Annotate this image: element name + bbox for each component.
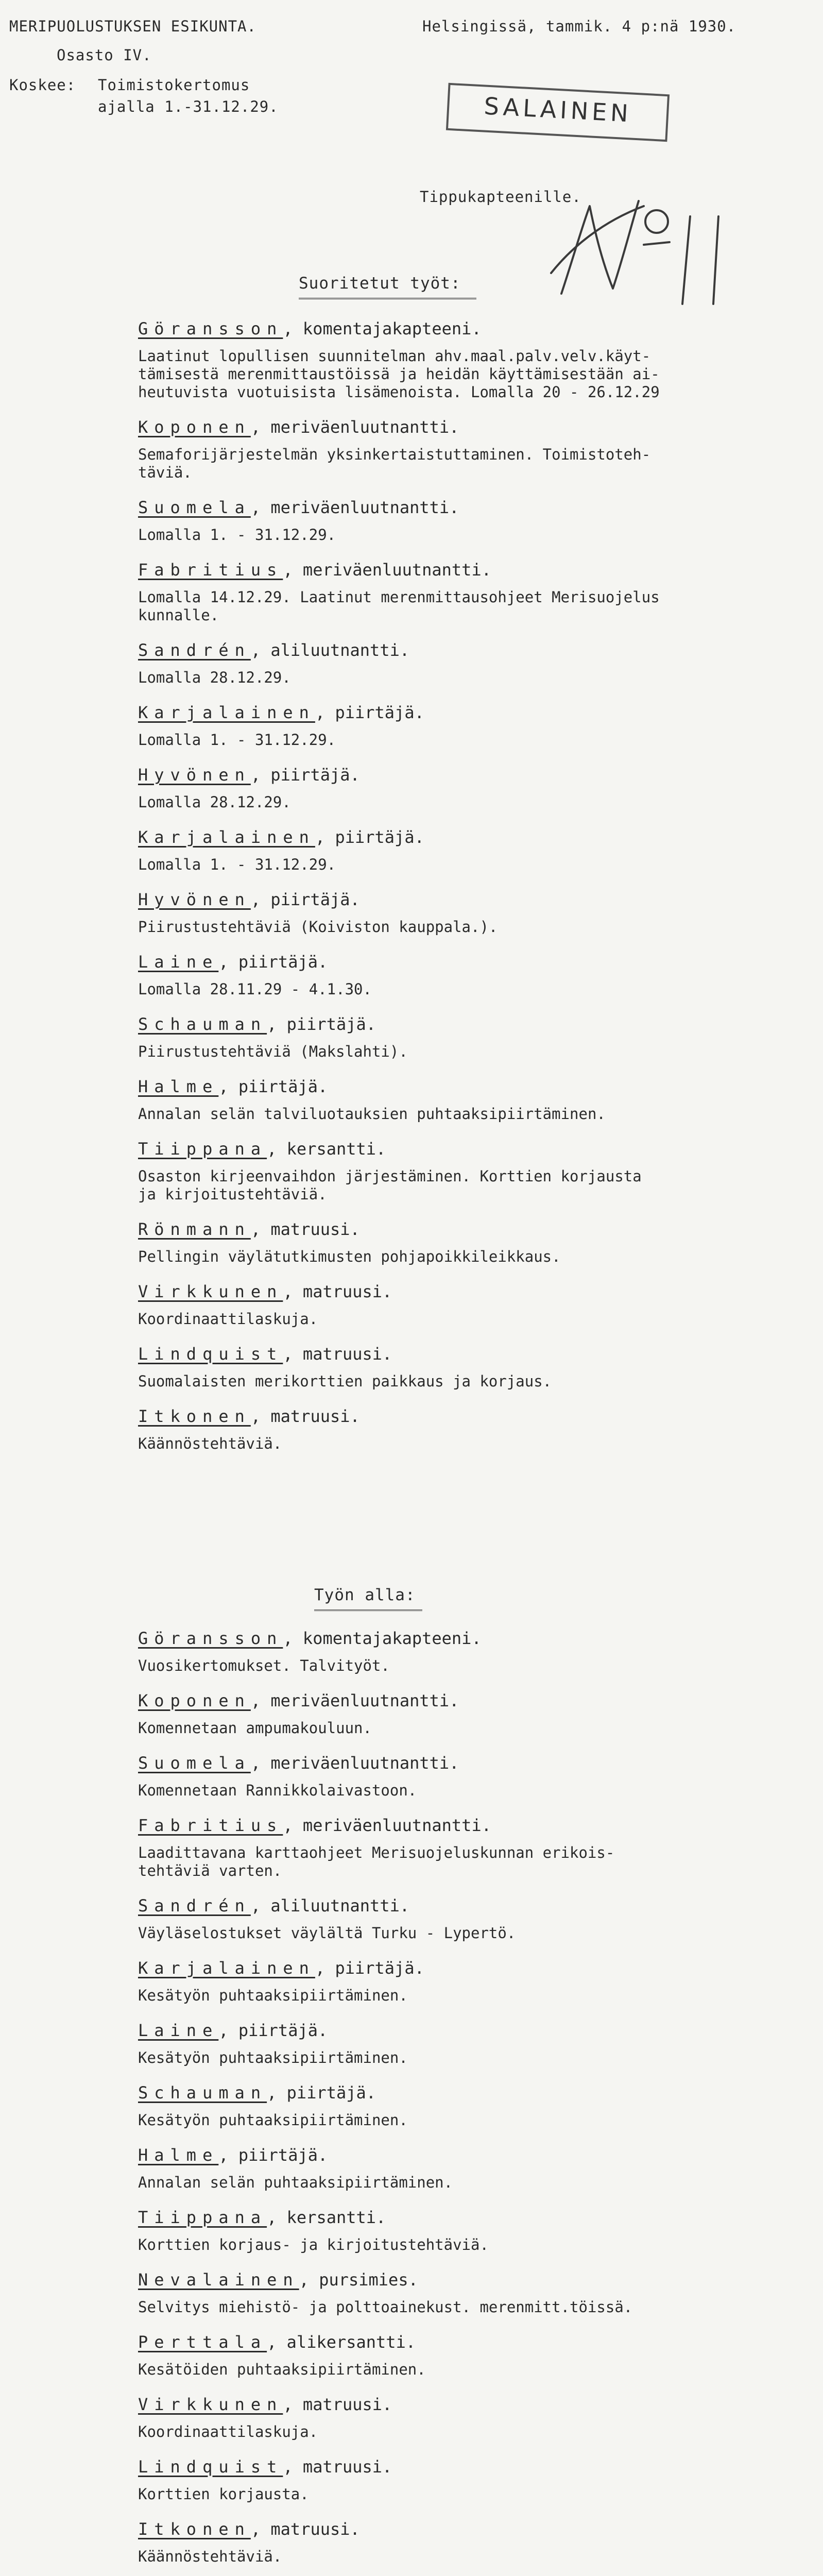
entry-heading [138,1622,813,1655]
person-rank: , pursimies. [299,2270,418,2290]
person-rank: , piirtäjä. [315,827,424,847]
entry-heading [138,696,813,729]
subject-line-1: Toimistokertomus [98,76,250,94]
entry-heading [138,1070,813,1103]
work-entry [138,1132,813,1213]
entry-description: Pellingin väylätutkimusten pohjapoikkileikkaus. [138,1248,561,1265]
person-name: Lindquist [138,1344,283,1364]
work-entry [138,1889,813,1952]
work-entry [138,312,813,411]
person-name: Sandrén [138,640,251,660]
person-name: Nevalainen [138,2270,299,2290]
entry-heading [138,2450,813,2483]
subject-line-2: ajalla 1.-31.12.29. [98,98,279,115]
recipient: Tippukapteenille. [420,188,581,206]
person-rank: , alikersantti. [267,2332,416,2352]
person-rank: , aliluutnantti. [250,640,410,660]
person-rank: , komentajakapteeni. [283,1629,482,1648]
entry-description: Lomalla 28.11.29 - 4.1.30. [138,980,372,998]
person-rank: , komentajakapteeni. [283,319,482,338]
entry-description: Lomalla 28.12.29. [138,793,291,811]
person-rank: , meriväenluutnantti. [283,1816,491,1835]
person-name: Rönmann [138,1219,251,1239]
entry-heading [138,1275,813,1308]
work-entry [138,2014,813,2076]
person-rank: , matruusi. [250,2519,360,2539]
entry-description: Osaston kirjeenvaihdon järjestäminen. Korttien korjausta ja kirjoitustehtäviä. [138,1167,642,1203]
entry-heading [138,1008,813,1041]
completed-list [138,312,813,1462]
work-entry [138,2201,813,2263]
person-name: Laine [138,952,219,972]
subject-label: Koskee: [9,76,76,94]
work-entry [138,883,813,945]
person-name: Hyvönen [138,765,251,785]
entry-heading [138,2513,813,2546]
work-entry [138,2450,813,2513]
person-rank: , matruusi. [283,2457,392,2477]
entry-heading [138,553,813,586]
person-name: Virkkunen [138,1282,283,1301]
entry-description: Korttien korjaus- ja kirjoitustehtäviä. [138,2236,489,2253]
entry-description: Komennetaan ampumakouluun. [138,1719,372,1737]
work-entry [138,1400,813,1462]
person-name: Lindquist [138,2457,283,2477]
entry-heading [138,634,813,667]
person-name: Hyvönen [138,890,251,909]
classification-stamp [446,83,670,142]
person-rank: , piirtäjä. [218,2021,328,2040]
entry-heading [138,1809,813,1842]
work-entry [138,634,813,696]
entry-heading [138,2139,813,2172]
person-rank: , aliluutnantti. [250,1896,410,1916]
person-rank: , piirtäjä. [250,765,360,785]
person-name: Itkonen [138,1406,251,1426]
person-rank: , piirtäjä. [218,952,328,972]
person-rank: , matruusi. [283,1344,392,1364]
person-name: Karjalainen [138,827,315,847]
work-entry [138,821,813,883]
work-entry [138,1622,813,1684]
work-entry [138,2263,813,2326]
entry-description: Vuosikertomukset. Talvityöt. [138,1657,390,1674]
person-name: Schauman [138,2083,267,2103]
person-name: Suomela [138,498,251,517]
work-entry [138,2139,813,2201]
person-name: Tiippana [138,2208,267,2227]
person-rank: , meriväenluutnantti. [250,1753,459,1773]
work-entry [138,1809,813,1889]
person-name: Schauman [138,1014,267,1034]
department: Osasto IV. [57,46,152,64]
entry-description: Käännöstehtäviä. [138,2548,282,2565]
entry-heading [138,2201,813,2234]
person-rank: , meriväenluutnantti. [250,417,459,437]
in-progress-heading: Työn alla: [314,1586,416,1604]
person-rank: , piirtäjä. [267,1014,376,1034]
person-name: Sandrén [138,1896,251,1916]
entry-heading [138,2076,813,2109]
work-entry [138,1213,813,1275]
entry-description: Piirustustehtäviä (Makslahti). [138,1043,408,1060]
work-entry [138,1275,813,1337]
entry-heading [138,1952,813,1985]
work-entry [138,1684,813,1747]
entry-heading [138,1889,813,1922]
person-name: Virkkunen [138,2395,283,2414]
in-progress-heading-rule [314,1609,422,1615]
entry-description: Suomalaisten merikorttien paikkaus ja korjaus. [138,1372,552,1390]
person-rank: , piirtäjä. [315,703,424,722]
entry-heading [138,312,813,345]
person-name: Fabritius [138,560,283,580]
entry-description: Semaforijärjestelmän yksinkertaistuttaminen. Toimistoteh- täviä. [138,446,651,481]
work-entry [138,2076,813,2139]
entry-heading [138,1684,813,1717]
person-rank: , piirtäjä. [315,1958,424,1978]
entry-heading [138,2014,813,2047]
work-entry [138,2513,813,2575]
entry-heading [138,1400,813,1433]
entry-heading [138,2263,813,2296]
person-rank: , meriväenluutnantti. [283,560,491,580]
entry-heading [138,1132,813,1165]
place-and-date: Helsingissä, tammik. 4 p:nä 1930. [422,18,736,35]
entry-description: Annalan selän talviluotauksien puhtaaksipiirtäminen. [138,1105,606,1123]
entry-heading [138,2326,813,2359]
person-name: Itkonen [138,2519,251,2539]
person-rank: , piirtäjä. [267,2083,376,2103]
entry-description: Kesätyön puhtaaksipiirtäminen. [138,2111,408,2129]
work-entry [138,696,813,758]
entry-description: Käännöstehtäviä. [138,1435,282,1452]
entry-description: Kesätyön puhtaaksipiirtäminen. [138,2049,408,2066]
entry-heading [138,2388,813,2421]
in-progress-list [138,1622,813,2575]
person-rank: , matruusi. [283,2395,392,2414]
person-rank: , kersantti. [267,1139,386,1159]
person-rank: , piirtäjä. [250,890,360,909]
person-rank: , piirtäjä. [218,1077,328,1096]
person-name: Tiippana [138,1139,267,1159]
entry-heading [138,411,813,444]
person-name: Suomela [138,1753,251,1773]
entry-heading [138,491,813,524]
work-entry [138,491,813,553]
completed-heading-rule [299,298,476,303]
work-entry [138,411,813,491]
entry-description: Selvitys miehistö- ja polttoainekust. merenmitt.töissä. [138,2298,633,2316]
person-rank: , meriväenluutnantti. [250,498,459,517]
person-rank: , piirtäjä. [218,2145,328,2165]
entry-heading [138,883,813,916]
work-entry [138,1952,813,2014]
person-name: Halme [138,1077,219,1096]
entry-description: Korttien korjausta. [138,2485,309,2503]
work-entry [138,1337,813,1400]
work-entry [138,2388,813,2450]
work-entry [138,2326,813,2388]
entry-heading [138,821,813,854]
entry-heading [138,1747,813,1780]
entry-description: Väyläselostukset väylältä Turku - Lypertö. [138,1924,516,1942]
person-rank: , matruusi. [250,1406,360,1426]
person-name: Koponen [138,1691,251,1710]
person-name: Karjalainen [138,1958,315,1978]
work-entry [138,1070,813,1132]
organization-name: MERIPUOLUSTUKSEN ESIKUNTA. [9,18,256,35]
handwritten-number [541,185,747,319]
entry-description: Annalan selän puhtaaksipiirtäminen. [138,2174,453,2191]
entry-description: Lomalla 1. - 31.12.29. [138,856,336,873]
person-name: Halme [138,2145,219,2165]
work-entry [138,758,813,821]
entry-heading [138,1213,813,1246]
completed-heading: Suoritetut työt: [299,274,461,293]
person-rank: , kersantti. [267,2208,386,2227]
entry-description: Laatinut lopullisen suunnitelman ahv.maal.palv.velv.käyt- tämisestä merenmittaustöissä ja heidän käyttämisestään ai- heutuvista vuotuisista lisämenoista. Lomalla 20 - 26.12.29 [138,347,660,401]
entry-description: Kesätyön puhtaaksipiirtäminen. [138,1987,408,2004]
entry-description: Koordinaattilaskuja. [138,1310,318,1328]
entry-description: Lomalla 1. - 31.12.29. [138,526,336,544]
person-rank: , matruusi. [283,1282,392,1301]
entry-description: Koordinaattilaskuja. [138,2423,318,2441]
person-name: Laine [138,2021,219,2040]
person-name: Perttala [138,2332,267,2352]
person-name: Göransson [138,1629,283,1648]
person-rank: , matruusi. [250,1219,360,1239]
work-entry [138,1008,813,1070]
entry-heading [138,945,813,978]
entry-description: Komennetaan Rannikkolaivastoon. [138,1782,417,1799]
entry-heading [138,758,813,791]
person-name: Fabritius [138,1816,283,1835]
entry-description: Kesätöiden puhtaaksipiirtäminen. [138,2361,426,2378]
person-rank: , meriväenluutnantti. [250,1691,459,1710]
entry-description: Lomalla 1. - 31.12.29. [138,731,336,749]
entry-description: Lomalla 28.12.29. [138,669,291,686]
work-entry [138,553,813,634]
work-entry [138,945,813,1008]
entry-heading [138,1337,813,1370]
person-name: Karjalainen [138,703,315,722]
classification-text: SALAINEN [483,92,633,128]
person-name: Koponen [138,417,251,437]
entry-description: Piirustustehtäviä (Koiviston kauppala.). [138,918,498,936]
entry-description: Laadittavana karttaohjeet Merisuojeluskunnan erikois- tehtäviä varten. [138,1844,615,1879]
person-name: Göransson [138,319,283,338]
work-entry [138,1747,813,1809]
entry-description: Lomalla 14.12.29. Laatinut merenmittausohjeet Merisuojelus kunnalle. [138,588,660,624]
